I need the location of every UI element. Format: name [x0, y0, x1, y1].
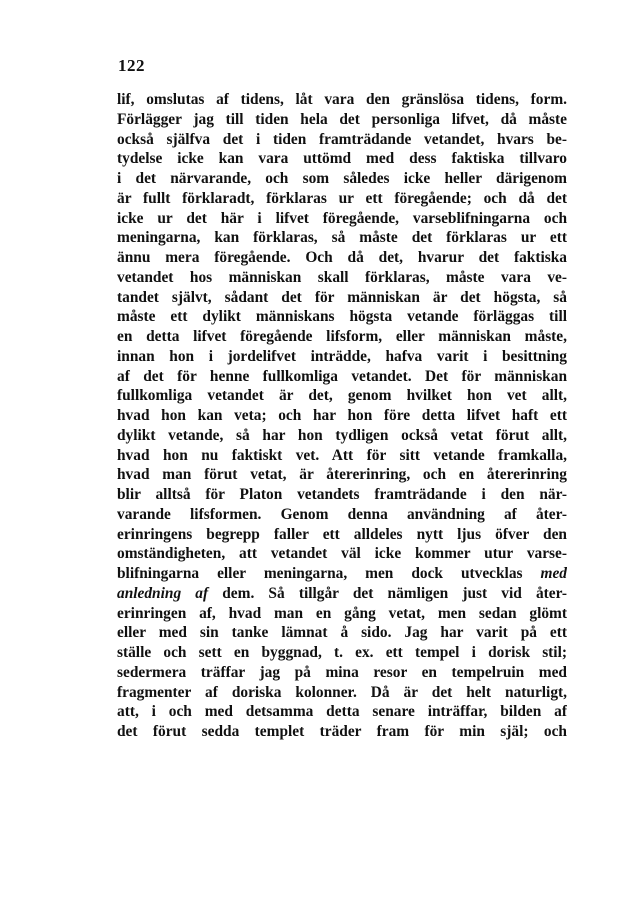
text-line: meningarna, kan förklaras, så måste det förklaras ur ett	[117, 229, 567, 247]
text-line: en detta lifvet föregående lifsform, eller människan måste,	[117, 328, 567, 345]
text-line: sedermera träffar jag på mina resor en tempelruin med	[117, 663, 567, 681]
text-line: vetandet hos människan skall förklaras, måste vara ve-	[117, 268, 567, 286]
text-line: hvad man förut vetat, är återerinring, och en återerinring	[117, 466, 567, 484]
text-line: också själfva det i tiden framträdande vetandet, hvars be-	[117, 130, 567, 148]
text-line: ställe och sett en byggnad, t. ex. ett tempel i dorisk stil;	[117, 644, 567, 661]
text-line: det förut sedda templet träder fram för min själ; och	[117, 723, 567, 740]
text-line: är fullt förklaradt, förklaras ur ett föregående; och då det	[117, 189, 567, 207]
text-line: anledning af dem. Så tillgår det nämligen just vid åter-	[117, 584, 567, 602]
text-line: blir alltså för Platon vetandets framträdande i den när-	[117, 486, 567, 503]
text-line: omständigheten, att vetandet väl icke kommer utur varse-	[117, 545, 567, 563]
text-line: dylikt vetande, så har hon tydligen också vetat förut allt,	[117, 426, 567, 444]
page-number: 122	[118, 56, 145, 75]
body-text	[117, 90, 567, 742]
text-line: erinringen af, hvad man en gång vetat, men sedan glömt	[117, 604, 567, 622]
text-line: fragmenter af doriska kolonner. Då är det helt naturligt,	[117, 683, 567, 701]
text-line: hvad hon nu faktiskt vet. Att för sitt vetande framkalla,	[117, 446, 567, 464]
italic-phrase: med	[540, 565, 567, 582]
text-line: varande lifsformen. Genom denna användning af åter-	[117, 505, 567, 523]
text-line: fullkomliga vetandet är det, genom hvilket hon vet allt,	[117, 387, 567, 405]
text-line: tandet självt, sådant det för människan är det högsta, så	[117, 288, 567, 306]
text-line: erinringens begrepp faller ett alldeles nytt ljus öfver den	[117, 525, 567, 543]
text-line: icke ur det här i lifvet föregående, varseblifningarna och	[117, 209, 567, 227]
text-line: innan hon i jordelifvet inträdde, hafva varit i besittning	[117, 347, 567, 365]
text-line: lif, omslutas af tidens, låt vara den gränslösa tidens, form.	[117, 91, 567, 108]
text-line: hvad hon kan veta; och har hon före detta lifvet haft ett	[117, 407, 567, 424]
text-line: blifningarna eller meningarna, men dock utvecklas med	[117, 565, 567, 582]
text-line: ännu mera föregående. Och då det, hvarur det faktiska	[117, 249, 567, 266]
text-line: eller med sin tanke lämnat å sido. Jag har varit på ett	[117, 624, 567, 642]
text-line: tydelse icke kan vara uttömd med dess faktiska tillvaro	[117, 150, 567, 168]
italic-phrase: anledning af	[117, 584, 209, 602]
text-line: måste ett dylikt människans högsta vetande förläggas till	[117, 308, 567, 326]
text-line: i det närvarande, och som således icke heller därigenom	[117, 170, 567, 187]
text-line: Förlägger jag till tiden hela det personliga lifvet, då måste	[117, 110, 567, 128]
text-line: af det för henne fullkomliga vetandet. Det för människan	[117, 367, 567, 385]
text-line: att, i och med detsamma detta senare inträffar, bilden af	[117, 703, 567, 721]
